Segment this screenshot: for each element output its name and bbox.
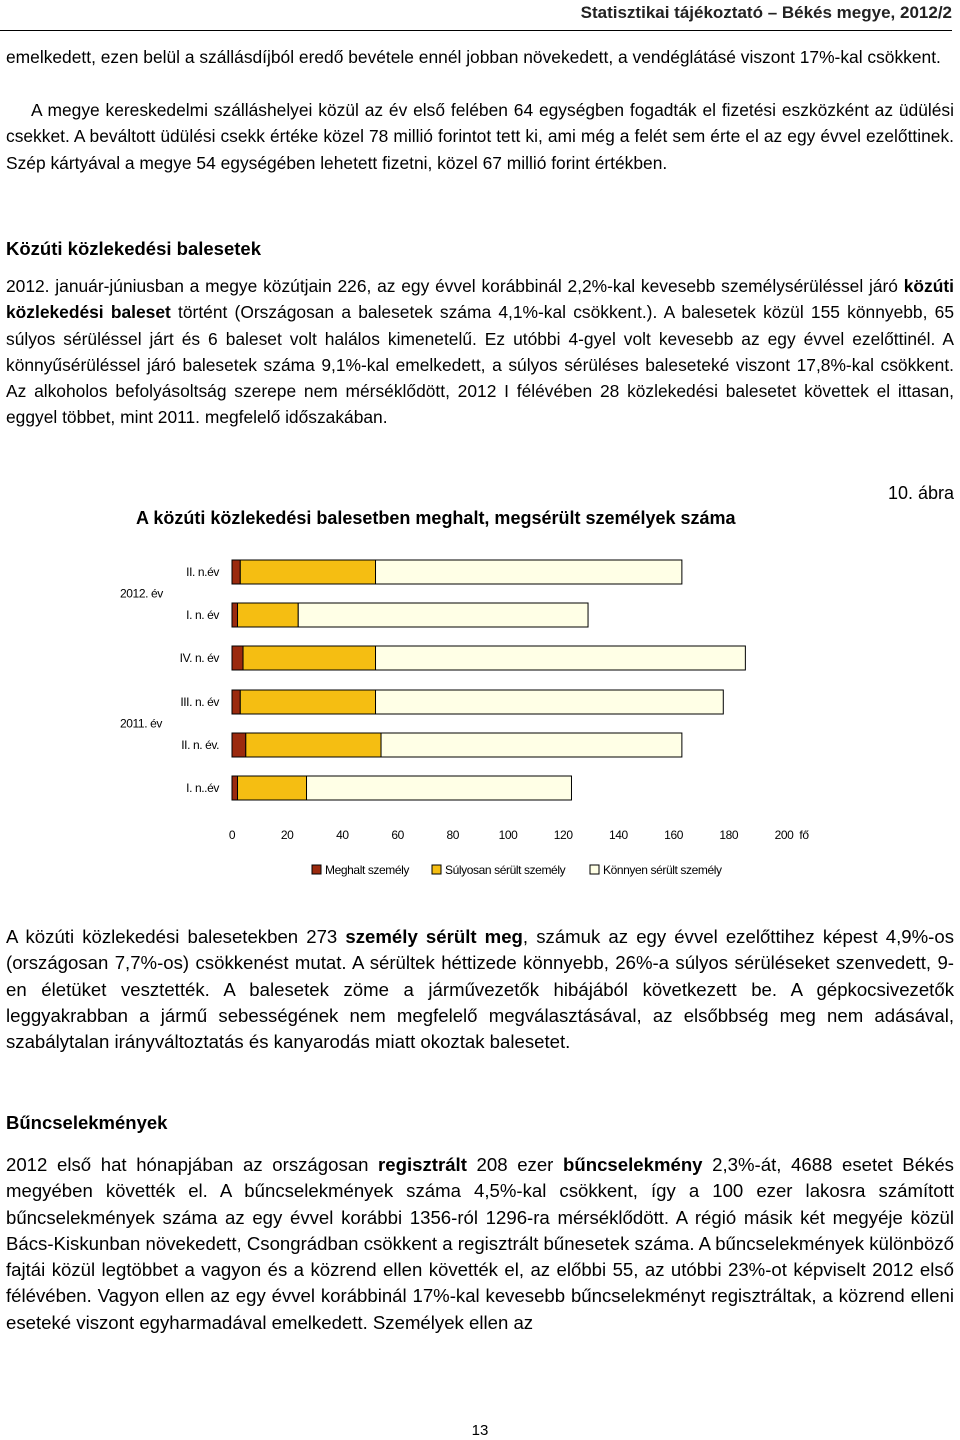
- paragraph-road-accidents: 2012. január-júniusban a megye közútjain 226, az egy évvel korábbinál 2,2%-kal kevesebb személysérüléssel járó közúti közlekedési baleset történt (Országosan a balesetek száma 4,1%-kal csökkent.). A balesetek közül 155 könnyebb, 65 súlyos sérüléssel járt és 6 baleset volt halálos kimenetelű. Ez utóbbi 4-gyel volt kevesebb az egy évvel ezelőttinél. A könnyűsérüléssel járó balesetek száma 9,1%-kal emelkedett, a súlyos sérüléses baleseteké viszont 17,8%-kal csökkent. Az alkoholos befolyásoltság szerepe nem mérséklődött, 2012 I félévében 28 közlekedési balesetet követtek el ittasan, eggyel többet, mint 2011. megfelelő időszakában.: [6, 276, 954, 428]
- paragraph-holiday-voucher: A megye kereskedelmi szálláshelyei közül az év első felében 64 egységben fogadták el fizetési eszközként az üdülési csekket. A beváltott üdülési csekk értéke közel 78 millió forintot tett ki, ami még a felét sem érte el az egy évvel ezelőttinek. Szép kártyával a megye 54 egységében lehetett fizetni, közel 67 millió forint értékben.: [6, 100, 954, 173]
- legend-swatch: [432, 865, 441, 874]
- bar-segment-3-row-2: [298, 603, 588, 627]
- legend-label: Súlyosan sérült személy: [445, 863, 566, 877]
- x-tick-label: 200: [774, 828, 794, 842]
- category-labels: [180, 565, 220, 795]
- legend-label: Könnyen sérült személy: [603, 863, 722, 877]
- x-unit-label: fő: [799, 828, 809, 842]
- category-label: IV. n. év: [179, 651, 219, 665]
- bar-segment-3-row-6: [307, 776, 572, 800]
- x-tick-label: 120: [553, 828, 573, 842]
- bar-segment-2-row-1: [240, 560, 375, 584]
- category-label: II. n. év.: [181, 738, 219, 752]
- bar-segment-3-row-4: [376, 690, 724, 714]
- category-label: I. n. év: [186, 608, 219, 622]
- chart-legend: [312, 863, 722, 877]
- bar-segment-3-row-1: [376, 560, 682, 584]
- bar-segment-2-row-4: [240, 690, 375, 714]
- x-tick-label: 140: [608, 828, 628, 842]
- bar-segment-1-row-3: [232, 646, 243, 670]
- bar-segment-1-row-4: [232, 690, 240, 714]
- x-tick-label: 20: [280, 828, 294, 842]
- legend-label: Meghalt személy: [325, 863, 410, 877]
- group-label: 2012. év: [120, 586, 163, 601]
- bar-segment-2-row-2: [238, 603, 299, 627]
- paragraph-injured: A közúti közlekedési balesetekben 273 személy sérült meg, számuk az egy évvel ezelőttihez képest 4,9%-os (országosan 7,7%-os) csökkenést mutat. A sérültek héttizede könnyebb, 26%-a súlyos sérüléseket szenvedett, 9-en életüket vesztették. A balesetek zöme a járművezetők hibájából következett be. A gépkocsivezetők leggyakrabban a jármű sebességének nem megfelelő megválasztásával, az elsőbbség meg nem adásával, szabálytalan irányváltoztatás és kanyarodás miatt okoztak balesetet.: [6, 926, 954, 1053]
- bar-segment-1-row-6: [232, 776, 238, 800]
- header-title: Statisztikai tájékoztató – Békés megye, 2012/2: [580, 3, 952, 22]
- figure-number: 10. ábra: [887, 483, 954, 503]
- page-header: [0, 0, 952, 31]
- legend-swatch: [590, 865, 599, 874]
- x-axis-ticks: [229, 828, 809, 842]
- x-tick-label: 80: [446, 828, 460, 842]
- paragraph-tourism-end: emelkedett, ezen belül a szállásdíjból eredő bevétele ennél jobban növekedett, a vendéglátásé viszont 17%-kal csökkent.: [6, 47, 941, 67]
- bar-segment-2-row-6: [238, 776, 307, 800]
- x-tick-label: 60: [391, 828, 404, 842]
- section-heading-road-accidents: Közúti közlekedési balesetek: [6, 238, 261, 259]
- bar-segment-2-row-3: [243, 646, 375, 670]
- category-label: III. n. év: [180, 695, 219, 709]
- group-label: 2011. év: [120, 716, 162, 731]
- bar-segment-3-row-3: [376, 646, 746, 670]
- x-tick-label: 100: [498, 828, 518, 842]
- bar-segment-1-row-2: [232, 603, 238, 627]
- x-tick-label: 160: [664, 828, 684, 842]
- legend-swatch: [312, 865, 321, 874]
- group-labels: [120, 587, 163, 731]
- chart-bars: [232, 560, 745, 800]
- bar-segment-3-row-5: [381, 733, 682, 757]
- bar-segment-1-row-5: [232, 733, 246, 757]
- stacked-bar-chart: [0, 545, 960, 890]
- section-heading-crime: Bűncselekmények: [6, 1112, 168, 1133]
- category-label: II. n.év: [186, 565, 219, 579]
- chart-title: A közúti közlekedési balesetben meghalt, megsérült személyek száma: [136, 508, 736, 528]
- category-label: I. n..év: [186, 781, 219, 795]
- page-number: 13: [471, 1422, 489, 1439]
- paragraph-crime: 2012 első hat hónapjában az országosan regisztrált 208 ezer bűncselekmény 2,3%-át, 4688 esetet Békés megyében követték el. A bűncselekmények száma 4,5%-kal csökkent, így a 100 ezer lakosra számított bűncselekmények száma az egy évvel korábbi 1356-ról 1296-ra mérséklődött. A régió másik két megyéje közül Bács-Kiskunban növekedett, Csongrádban csökkent a regisztrált bűnesetek száma. A bűncselekmények különböző fajtái közül legtöbbet a vagyon és a közrend ellen követték el, az előbbi 55, az utóbbi 23%-ot képviselt 2012 első félévében. Vagyon ellen az egy évvel korábbinál 17%-kal kevesebb bűncselekményt regisztráltak, a közrend elleni eseteké viszont egyharmadával emelkedett. Személyek ellen az: [6, 1154, 954, 1333]
- bar-segment-1-row-1: [232, 560, 240, 584]
- x-tick-label: 180: [719, 828, 739, 842]
- bar-segment-2-row-5: [246, 733, 381, 757]
- x-tick-label: 0: [228, 828, 236, 842]
- x-tick-label: 40: [336, 828, 349, 842]
